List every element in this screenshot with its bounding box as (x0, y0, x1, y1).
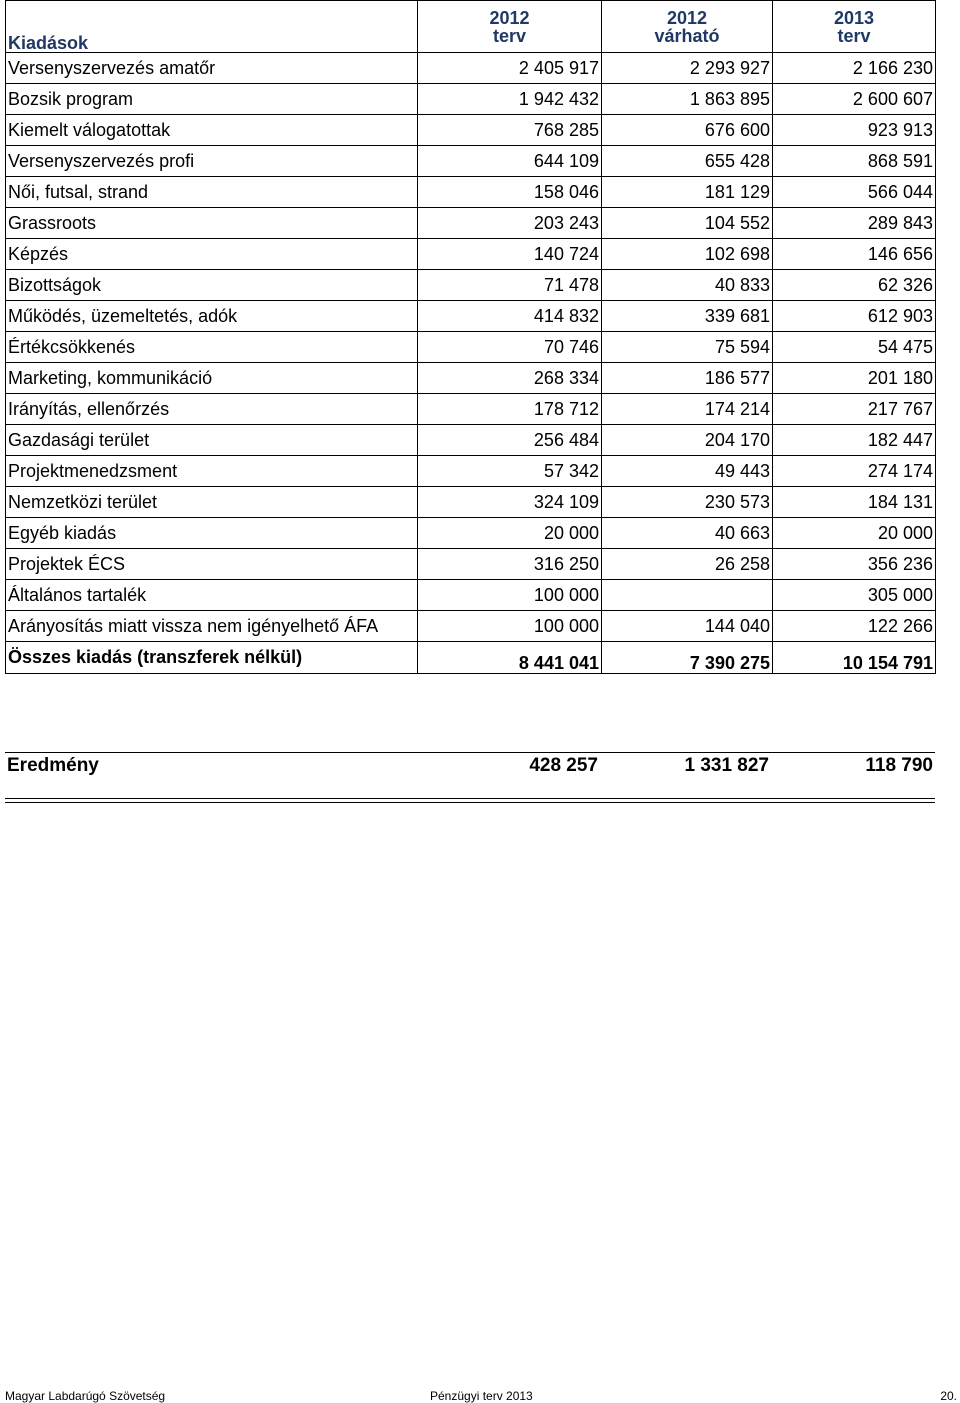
row-label: Működés, üzemeltetés, adók (6, 301, 418, 332)
row-value (602, 580, 773, 611)
table-row (6, 549, 936, 580)
row-value: 26 258 (602, 549, 773, 580)
header-row-years (6, 1, 936, 28)
total-value: 10 154 791 (773, 642, 936, 674)
table-row (6, 301, 936, 332)
table-row (6, 332, 936, 363)
row-value: 181 129 (602, 177, 773, 208)
total-label: Összes kiadás (transzferek nélkül) (6, 642, 418, 674)
row-label: Projektek ÉCS (6, 549, 418, 580)
table-row (6, 146, 936, 177)
table-row (6, 611, 936, 642)
row-value: 178 712 (418, 394, 602, 425)
row-value: 868 591 (773, 146, 936, 177)
row-value: 203 243 (418, 208, 602, 239)
total-value: 8 441 041 (418, 642, 602, 674)
total-row (6, 642, 936, 674)
row-value: 268 334 (418, 363, 602, 394)
row-value: 40 833 (602, 270, 773, 301)
row-value: 54 475 (773, 332, 936, 363)
row-value: 100 000 (418, 611, 602, 642)
footer-page-number: 20. (940, 1389, 957, 1403)
row-value: 104 552 (602, 208, 773, 239)
row-value: 256 484 (418, 425, 602, 456)
table-row (6, 518, 936, 549)
row-value: 100 000 (418, 580, 602, 611)
row-value: 20 000 (418, 518, 602, 549)
col-type-2: várható (602, 27, 773, 53)
result-value: 428 257 (529, 755, 598, 776)
row-label: Kiemelt válogatottak (6, 115, 418, 146)
row-value: 324 109 (418, 487, 602, 518)
row-label: Képzés (6, 239, 418, 270)
row-value: 144 040 (602, 611, 773, 642)
table-row (6, 394, 936, 425)
row-value: 204 170 (602, 425, 773, 456)
row-label: Arányosítás miatt vissza nem igényelhető ÁFA (6, 611, 418, 642)
table-row (6, 487, 936, 518)
row-value: 62 326 (773, 270, 936, 301)
row-value: 71 478 (418, 270, 602, 301)
row-label: Bozsik program (6, 84, 418, 115)
row-value: 158 046 (418, 177, 602, 208)
row-label: Marketing, kommunikáció (6, 363, 418, 394)
table-row (6, 84, 936, 115)
row-value: 1 863 895 (602, 84, 773, 115)
row-label: Versenyszervezés amatőr (6, 53, 418, 84)
row-label: Irányítás, ellenőrzés (6, 394, 418, 425)
row-value: 2 293 927 (602, 53, 773, 84)
result-row (5, 752, 935, 777)
row-value: 289 843 (773, 208, 936, 239)
row-value: 20 000 (773, 518, 936, 549)
col-year-2: 2012 (602, 1, 773, 28)
row-value: 316 250 (418, 549, 602, 580)
row-value: 612 903 (773, 301, 936, 332)
row-value: 70 746 (418, 332, 602, 363)
row-value: 655 428 (602, 146, 773, 177)
row-value: 566 044 (773, 177, 936, 208)
row-label: Versenyszervezés profi (6, 146, 418, 177)
row-value: 182 447 (773, 425, 936, 456)
footer-organization: Magyar Labdarúgó Szövetség (5, 1389, 166, 1403)
row-value: 230 573 (602, 487, 773, 518)
row-value: 339 681 (602, 301, 773, 332)
col-type-1: terv (418, 27, 602, 53)
row-value: 40 663 (602, 518, 773, 549)
row-value: 923 913 (773, 115, 936, 146)
row-value: 2 600 607 (773, 84, 936, 115)
col-year-1: 2012 (418, 1, 602, 28)
table-title: Kiadások (6, 1, 418, 53)
result-value: 1 331 827 (684, 755, 769, 776)
row-value: 2 166 230 (773, 53, 936, 84)
table-row (6, 53, 936, 84)
row-value: 305 000 (773, 580, 936, 611)
row-label: Általános tartalék (6, 580, 418, 611)
table-row (6, 456, 936, 487)
total-value: 7 390 275 (602, 642, 773, 674)
row-value: 644 109 (418, 146, 602, 177)
row-value: 49 443 (602, 456, 773, 487)
expenses-table (5, 0, 936, 674)
row-label: Gazdasági terület (6, 425, 418, 456)
row-value: 217 767 (773, 394, 936, 425)
row-value: 75 594 (602, 332, 773, 363)
footer-document: Pénzügyi terv 2013 (430, 1389, 533, 1403)
table-row (6, 425, 936, 456)
row-value: 122 266 (773, 611, 936, 642)
row-label: Egyéb kiadás (6, 518, 418, 549)
row-value: 1 942 432 (418, 84, 602, 115)
table-row (6, 580, 936, 611)
row-value: 274 174 (773, 456, 936, 487)
row-value: 57 342 (418, 456, 602, 487)
row-value: 102 698 (602, 239, 773, 270)
table-row (6, 208, 936, 239)
table-row (6, 363, 936, 394)
double-rule-bottom (5, 802, 935, 803)
table-row (6, 177, 936, 208)
row-value: 146 656 (773, 239, 936, 270)
col-type-3: terv (773, 27, 936, 53)
result-label: Eredmény (7, 755, 99, 776)
row-label: Projektmenedzsment (6, 456, 418, 487)
row-value: 676 600 (602, 115, 773, 146)
row-value: 414 832 (418, 301, 602, 332)
row-value: 2 405 917 (418, 53, 602, 84)
row-label: Értékcsökkenés (6, 332, 418, 363)
row-label: Grassroots (6, 208, 418, 239)
row-label: Női, futsal, strand (6, 177, 418, 208)
row-value: 184 131 (773, 487, 936, 518)
double-rule-top (5, 798, 935, 799)
row-value: 174 214 (602, 394, 773, 425)
row-label: Nemzetközi terület (6, 487, 418, 518)
table-row (6, 270, 936, 301)
row-value: 768 285 (418, 115, 602, 146)
row-value: 201 180 (773, 363, 936, 394)
row-value: 356 236 (773, 549, 936, 580)
result-value: 118 790 (865, 755, 933, 776)
table-row (6, 239, 936, 270)
row-value: 186 577 (602, 363, 773, 394)
row-label: Bizottságok (6, 270, 418, 301)
table-row (6, 115, 936, 146)
row-value: 140 724 (418, 239, 602, 270)
col-year-3: 2013 (773, 1, 936, 28)
